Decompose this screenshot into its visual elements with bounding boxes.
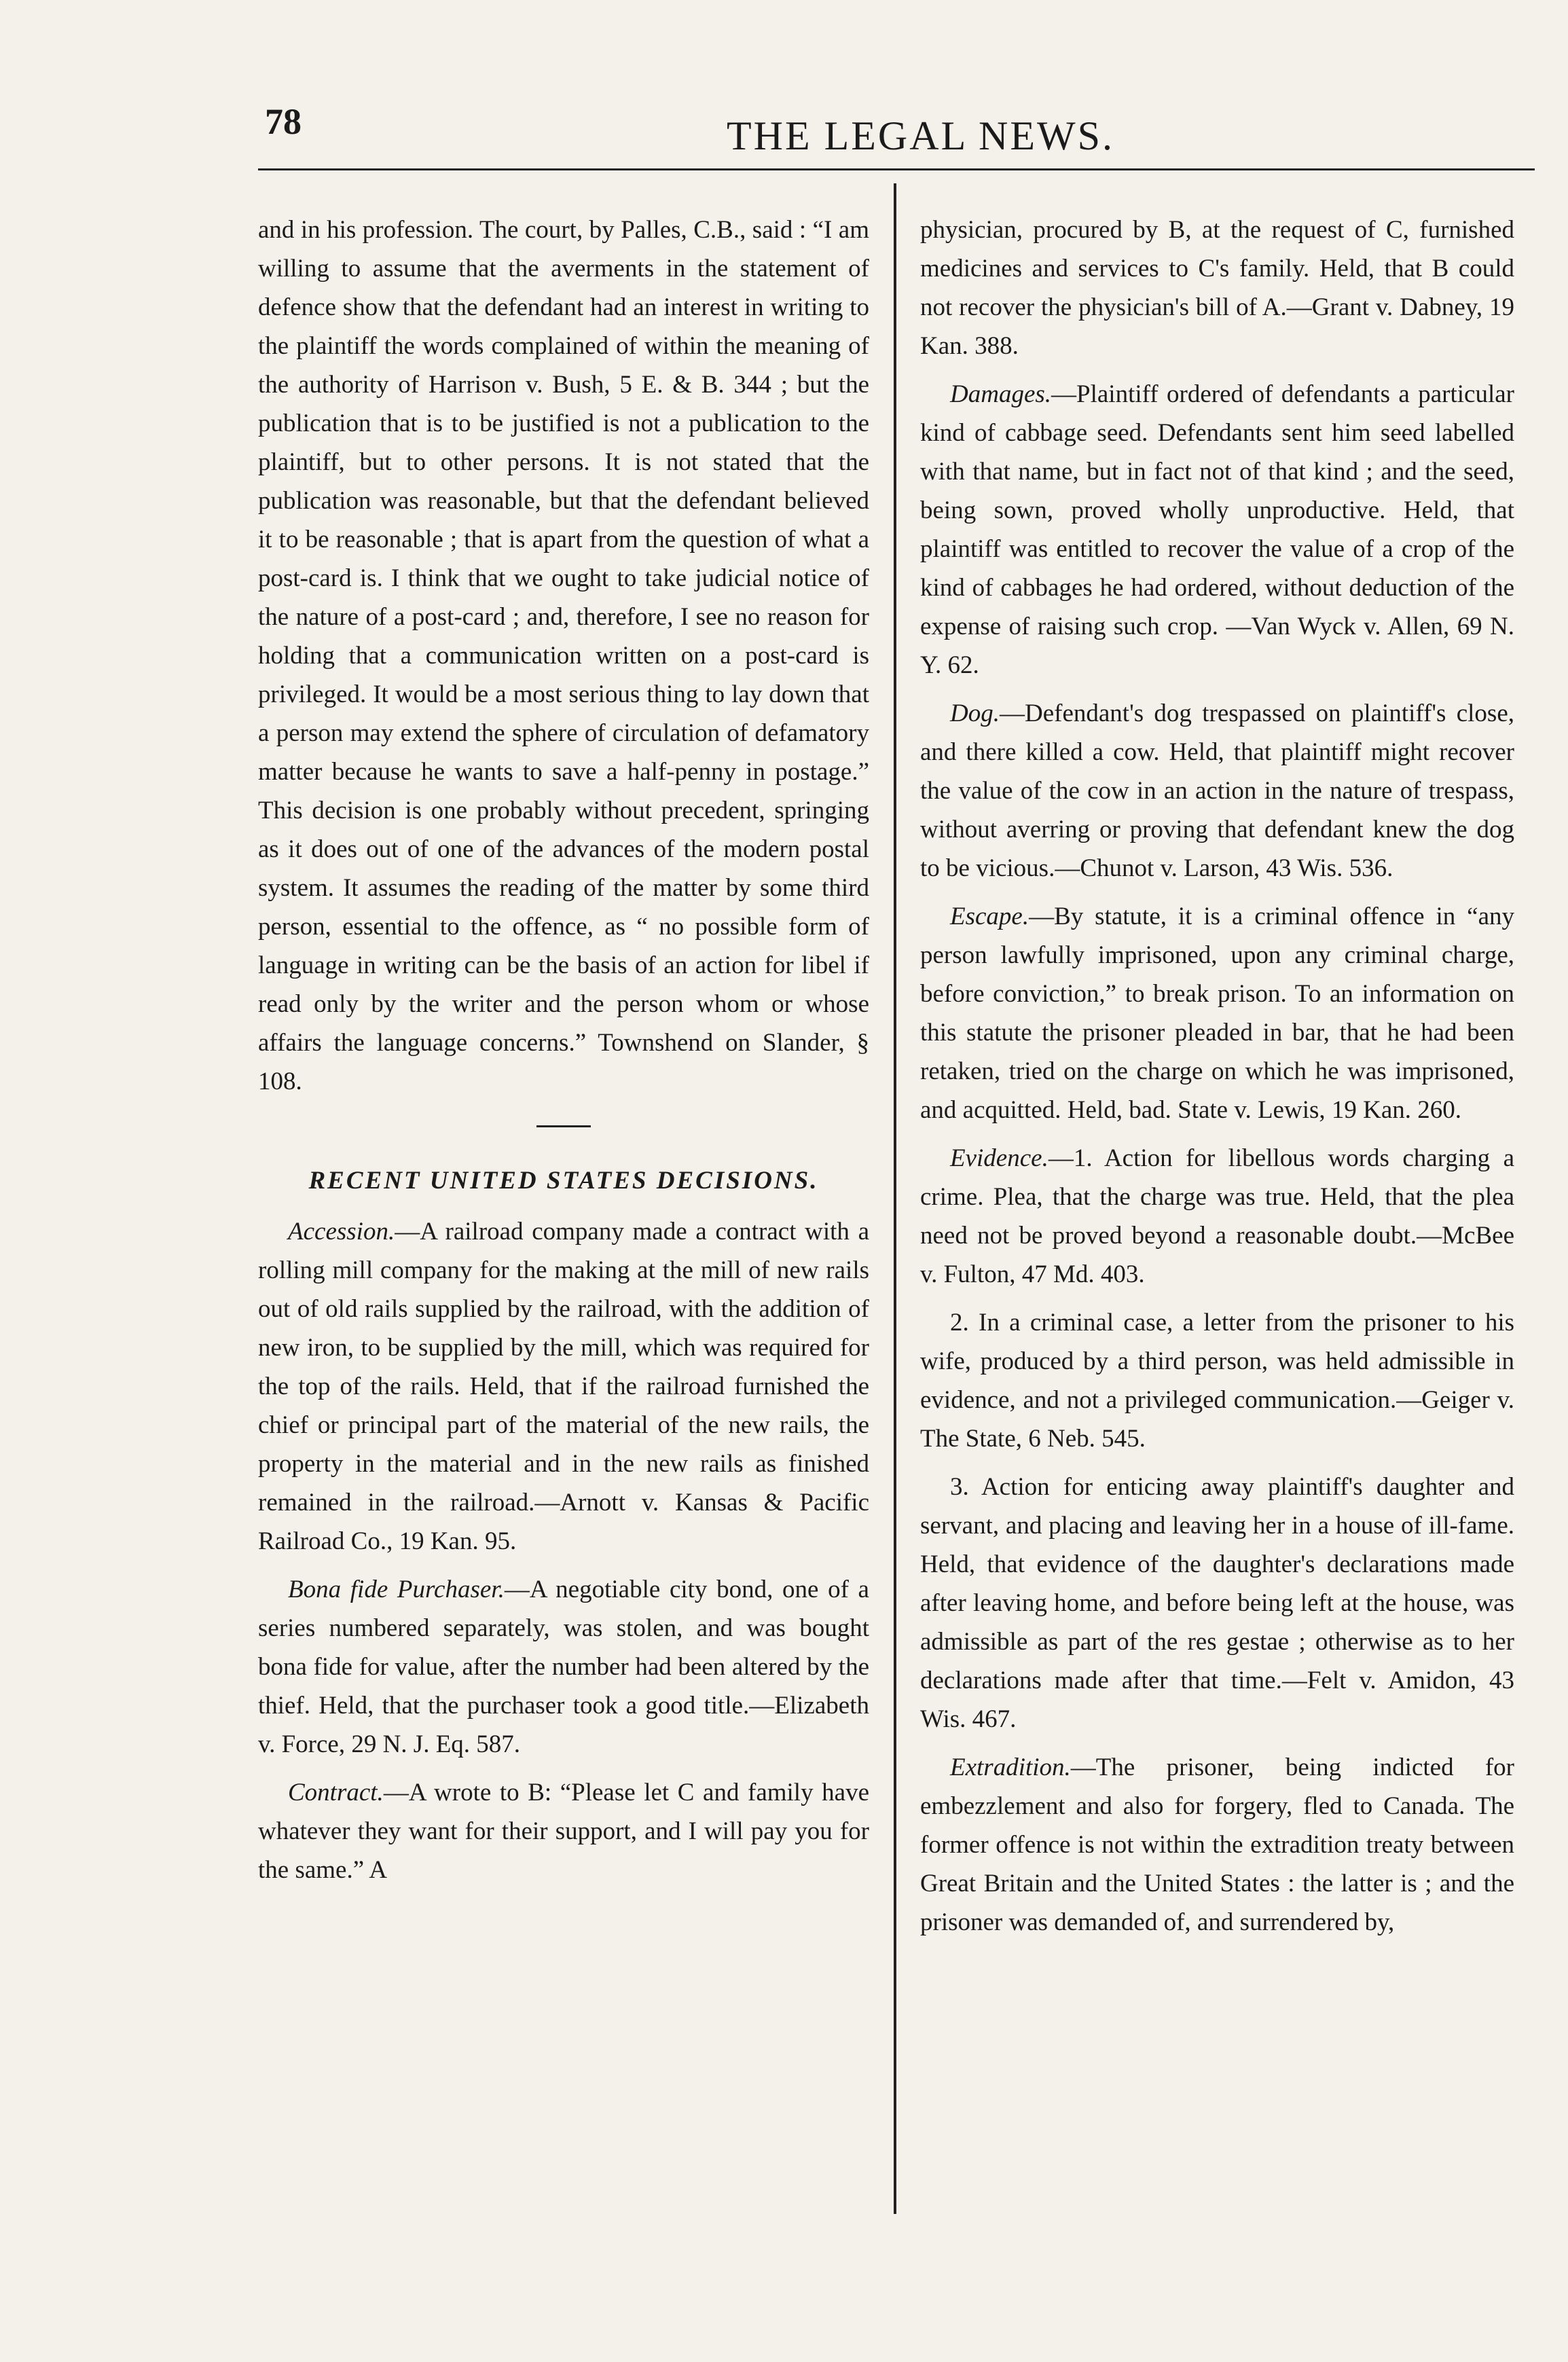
lead-damages: Damages.: [950, 380, 1052, 408]
column-divider: [894, 183, 896, 2214]
text-dog: —Defendant's dog trespassed on plaintiff's close, and there killed a cow. Held, that plaintiff might recover the value of the cow in an action in the nature of trespass, without averring or proving that defendant knew the dog to be vicious.—Chunot v. Larson, 43 Wis. 536.: [920, 699, 1514, 882]
paragraph-accession: [258, 1212, 869, 1561]
right-column: [920, 211, 1514, 1951]
paragraph-dog: [920, 694, 1514, 888]
lead-accession: Accession.: [288, 1218, 395, 1246]
text-evidence: —1. Action for libellous words charging a crime. Plea, that the charge was true. Held, that the plea need not be proved beyond a reasonable doubt.—McBee v. Fulton, 47 Md. 403.: [920, 1144, 1514, 1288]
lead-bona-fide: Bona fide Purchaser.: [288, 1576, 505, 1603]
page-number: 78: [265, 101, 302, 142]
lead-escape: Escape.: [950, 903, 1029, 930]
text-bona-fide: —A negotiable city bond, one of a series numbered separately, was stolen, and was bought bona fide for value, after the number had been altered by the thief. Held, that the purchaser took a good title.—Elizabeth v. Force, 29 N. J. Eq. 587.: [258, 1576, 869, 1758]
text-extradition: —The prisoner, being indicted for embezzlement and also for forgery, fled to Canada. The former offence is not within the extradition treaty between Great Britain and the United States : the latter is ; and the prisoner was demanded of, and surrendered by,: [920, 1754, 1514, 1936]
text-escape: —By statute, it is a criminal offence in “any person lawfully imprisoned, upon any criminal charge, before conviction,” to break prison. To an information on this statute the prisoner pleaded in bar, that he had been retaken, tried on the charge on which he was imprisoned, and acquitted. Held, bad. State v. Lewis, 19 Kan. 260.: [920, 903, 1514, 1124]
text-contract: —A wrote to B: “Please let C and family have whatever they want for their support, and I will pay you for the same.” A: [258, 1779, 869, 1884]
left-column: [258, 211, 869, 1899]
lead-extradition: Extradition.: [950, 1754, 1071, 1781]
paragraph-contract: [258, 1773, 869, 1889]
section-heading: RECENT UNITED STATES DECISIONS.: [308, 1167, 819, 1195]
paragraph-extradition: [920, 1748, 1514, 1942]
paragraph-evidence-2: 2. In a criminal case, a letter from the prisoner to his wife, produced by a third person, was held admissible in evidence, and not a privileged communication.—Geiger v. The State, 6 Neb. 545.: [920, 1309, 1514, 1453]
text-damages: —Plaintiff ordered of defendants a particular kind of cabbage seed. Defendants sent him seed labelled with that name, but in fact not of that kind ; and the seed, being sown, proved wholly unproductive. Held, that plaintiff was entitled to recover the value of a crop of the kind of cabbages he had ordered, without deduction of the expense of raising such crop. —Van Wyck v. Allen, 69 N. Y. 62.: [920, 380, 1514, 679]
lead-contract: Contract.: [288, 1779, 384, 1806]
header-rule: [258, 168, 1535, 170]
text-accession: —A railroad company made a contract with a rolling mill company for the making at the mill of new rails out of old rails supplied by the railroad, with the addition of new iron, to be supplied by the mill, which was required for the top of the rails. Held, that if the railroad furnished the chief or principal part of the material of the new rails, the property in the material and in the new rails as finished remained in the railroad.—Arnott v. Kansas & Pacific Railroad Co., 19 Kan. 95.: [258, 1218, 869, 1555]
section-rule: [536, 1125, 591, 1127]
paragraph-damages: [920, 375, 1514, 685]
lead-evidence: Evidence.: [950, 1144, 1049, 1172]
paragraph-evidence: [920, 1139, 1514, 1294]
paragraph-escape: [920, 897, 1514, 1129]
running-head: THE LEGAL NEWS.: [727, 113, 1114, 158]
paragraph-bona-fide: [258, 1570, 869, 1764]
paragraph-evidence-3: 3. Action for enticing away plaintiff's daughter and servant, and placing and leaving her in a house of ill-fame. Held, that evidence of the daughter's declarations made after leaving home, and before being left at the house, was admissible as part of the res gestae ; otherwise as to her declarations made after that time.—Felt v. Amidon, 43 Wis. 467.: [920, 1473, 1514, 1733]
paragraph-contract-continued: physician, procured by B, at the request of C, furnished medicines and services to C's family. Held, that B could not recover the physician's bill of A.—Grant v. Dabney, 19 Kan. 388.: [920, 216, 1514, 360]
paragraph-postcard-libel: and in his profession. The court, by Palles, C.B., said : “I am willing to assume that the averments in the statement of defence show that the defendant had an interest in writing to the plaintiff the words complained of within the meaning of the authority of Harrison v. Bush, 5 E. & B. 344 ; but the publication that is to be justified is not a publication to the plaintiff, but to other persons. It is not stated that the publication was reasonable, but that the defendant believed it to be reasonable ; that is apart from the question of what a post-card is. I think that we ought to take judicial notice of the nature of a post-card ; and, therefore, I see no reason for holding that a communication written on a post-card is privileged. It would be a most serious thing to lay down that a person may extend the sphere of circulation of defamatory matter because he wants to save a half-penny in postage.” This decision is one probably without precedent, springing as it does out of one of the advances of the modern postal system. It assumes the reading of the matter by some third person, essential to the offence, as “ no possible form of language in writing can be the basis of an action for libel if read only by the writer and the person whom or whose affairs the language concerns.” Townshend on Slander, § 108.: [258, 216, 869, 1095]
lead-dog: Dog.: [950, 699, 1000, 727]
